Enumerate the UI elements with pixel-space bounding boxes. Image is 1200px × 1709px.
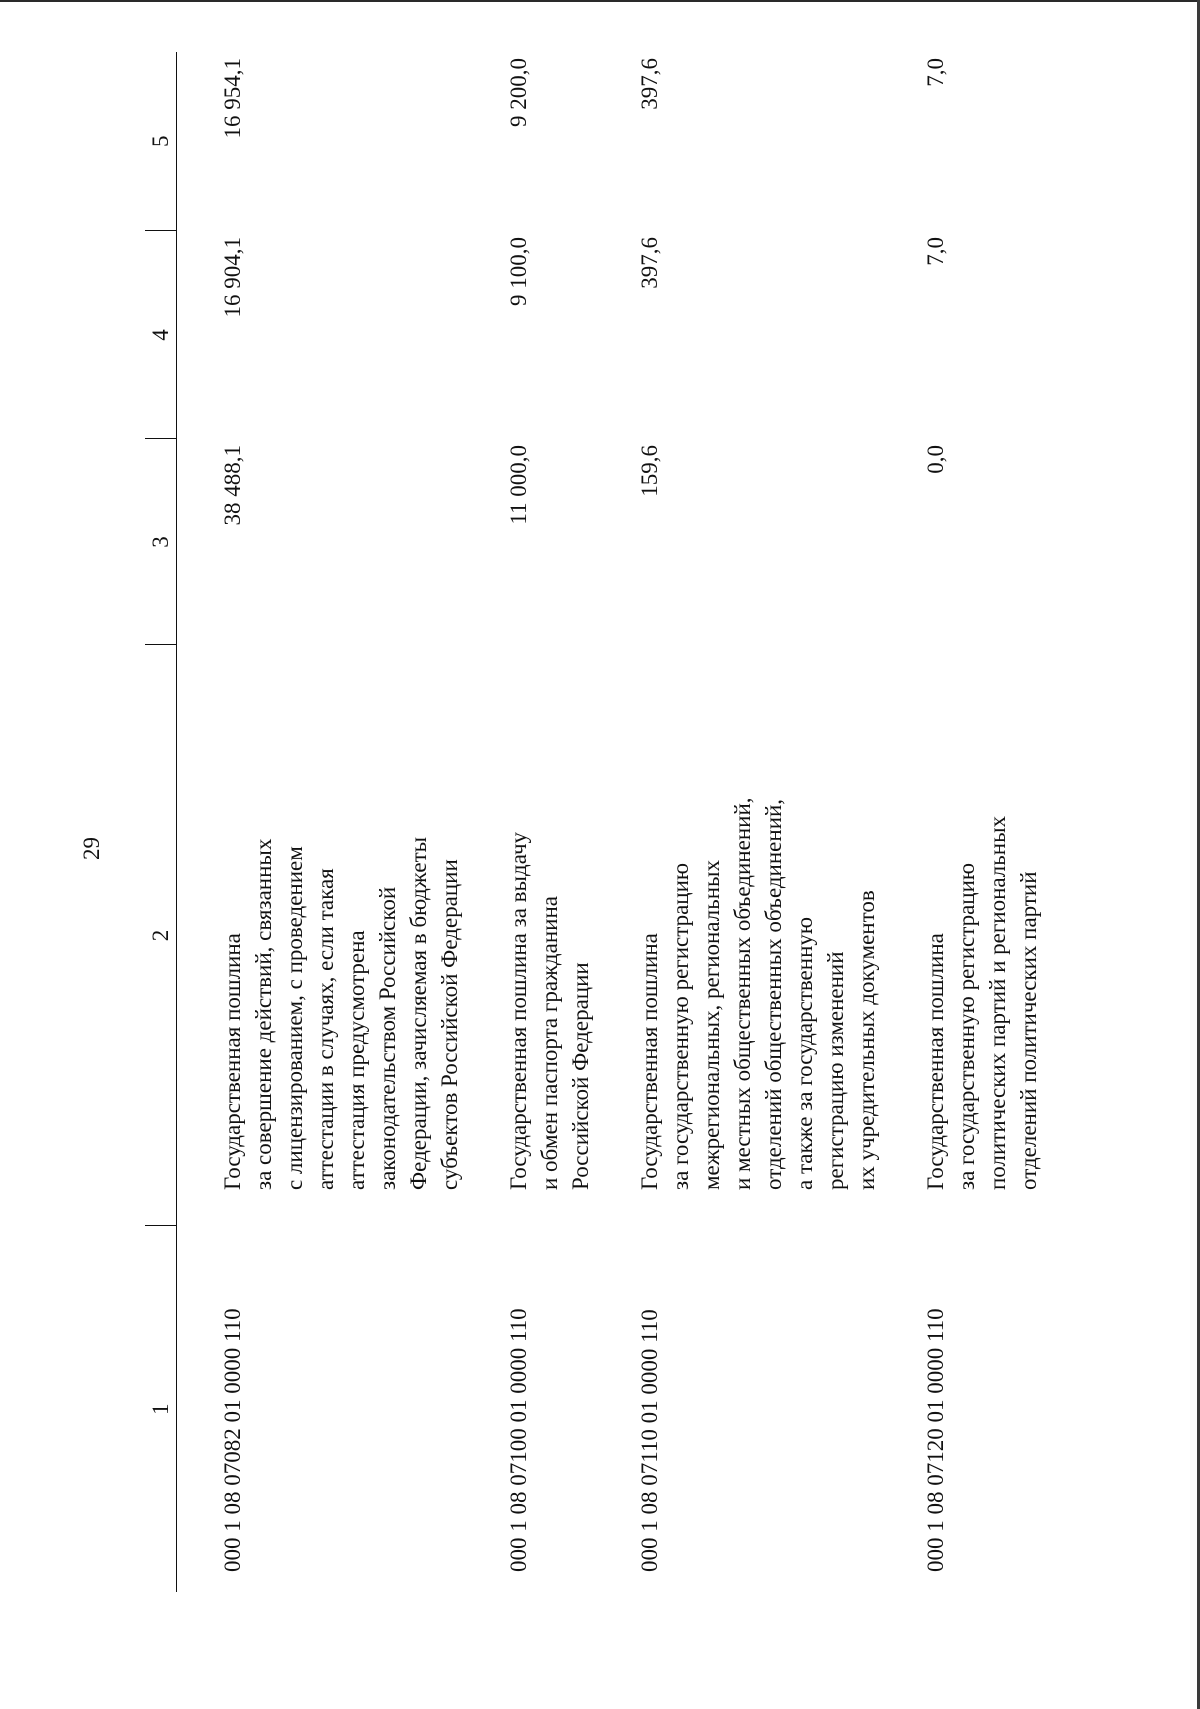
table-row	[177, 52, 466, 1592]
revenue-name-line: отделений общественных объединений,	[761, 798, 786, 1190]
revenue-name-line: а также за государственную	[792, 916, 817, 1190]
revenue-name-line: Российской Федерации	[568, 962, 593, 1190]
value-col-5: 9 200,0	[506, 58, 531, 127]
value-col-3: 0,0	[923, 445, 948, 474]
revenue-name	[596, 645, 882, 1226]
revenue-name	[465, 645, 596, 1226]
value-col-5: 16 954,1	[220, 58, 245, 139]
revenue-name-line: аттестации в случаях, если такая	[313, 868, 338, 1190]
revenue-name-line: за государственную регистрацию	[668, 862, 693, 1190]
kbk-code: 000 1 08 07120 01 0000 110	[923, 1308, 948, 1572]
revenue-name-line: Государственная пошлина	[220, 933, 245, 1190]
value-col-3: 159,6	[637, 445, 662, 497]
value-col-4: 9 100,0	[506, 237, 531, 306]
kbk-code: 000 1 08 07100 01 0000 110	[506, 1308, 531, 1572]
revenue-name-line: и местных общественных объединений,	[730, 797, 755, 1190]
value-col-5: 7,0	[923, 58, 948, 87]
header-col-1: 1	[145, 1226, 177, 1592]
revenue-name-line: Государственная пошлина	[923, 933, 948, 1190]
table-row	[596, 52, 882, 1592]
header-col-2: 2	[145, 645, 177, 1226]
revenue-name-line: законодательством Российской	[375, 886, 400, 1190]
value-col-4: 397,6	[637, 237, 662, 289]
page-number: 29	[79, 837, 104, 860]
header-col-4: 4	[145, 231, 177, 439]
revenue-name-line: Государственная пошлина	[637, 933, 662, 1190]
revenue-name-line: за совершение действий, связанных	[251, 838, 276, 1190]
value-col-4: 7,0	[923, 237, 948, 266]
revenue-name-line: политических партий и региональных	[985, 815, 1010, 1190]
header-col-5: 5	[145, 52, 177, 231]
revenue-name-line: и обмен паспорта гражданина	[537, 896, 562, 1190]
revenue-name-line: за государственную регистрацию	[954, 862, 979, 1190]
value-col-5: 397,6	[637, 58, 662, 110]
revenue-table-container	[145, 52, 1055, 1592]
revenue-name-line: Государственная пошлина за выдачу	[506, 831, 531, 1190]
value-col-3: 38 488,1	[220, 445, 245, 526]
scan-edge-top	[0, 0, 1200, 2]
kbk-code: 000 1 08 07110 01 0000 110	[637, 1309, 662, 1572]
revenue-table	[145, 52, 1044, 1592]
revenue-name-line: субъектов Российской Федерации	[437, 859, 462, 1190]
value-col-4: 16 904,1	[220, 237, 245, 318]
revenue-name-line: отделений политических партий	[1016, 871, 1041, 1190]
header-col-3: 3	[145, 439, 177, 645]
header-row	[145, 52, 177, 1592]
revenue-name-line: аттестация предусмотрена	[344, 930, 369, 1190]
value-col-3: 11 000,0	[506, 445, 531, 525]
revenue-name-line: Федерации, зачисляемая в бюджеты	[406, 836, 431, 1190]
table-row	[882, 52, 1044, 1592]
revenue-name-line: регистрацию изменений	[823, 951, 848, 1190]
revenue-name-line: межрегиональных, региональных	[699, 860, 724, 1190]
revenue-name	[177, 645, 466, 1226]
revenue-name	[882, 645, 1044, 1226]
revenue-name-line: их учредительных документов	[854, 890, 879, 1190]
table-row	[465, 52, 596, 1592]
revenue-name-line: с лицензированием, с проведением	[282, 846, 307, 1190]
kbk-code: 000 1 08 07082 01 0000 110	[220, 1308, 245, 1572]
